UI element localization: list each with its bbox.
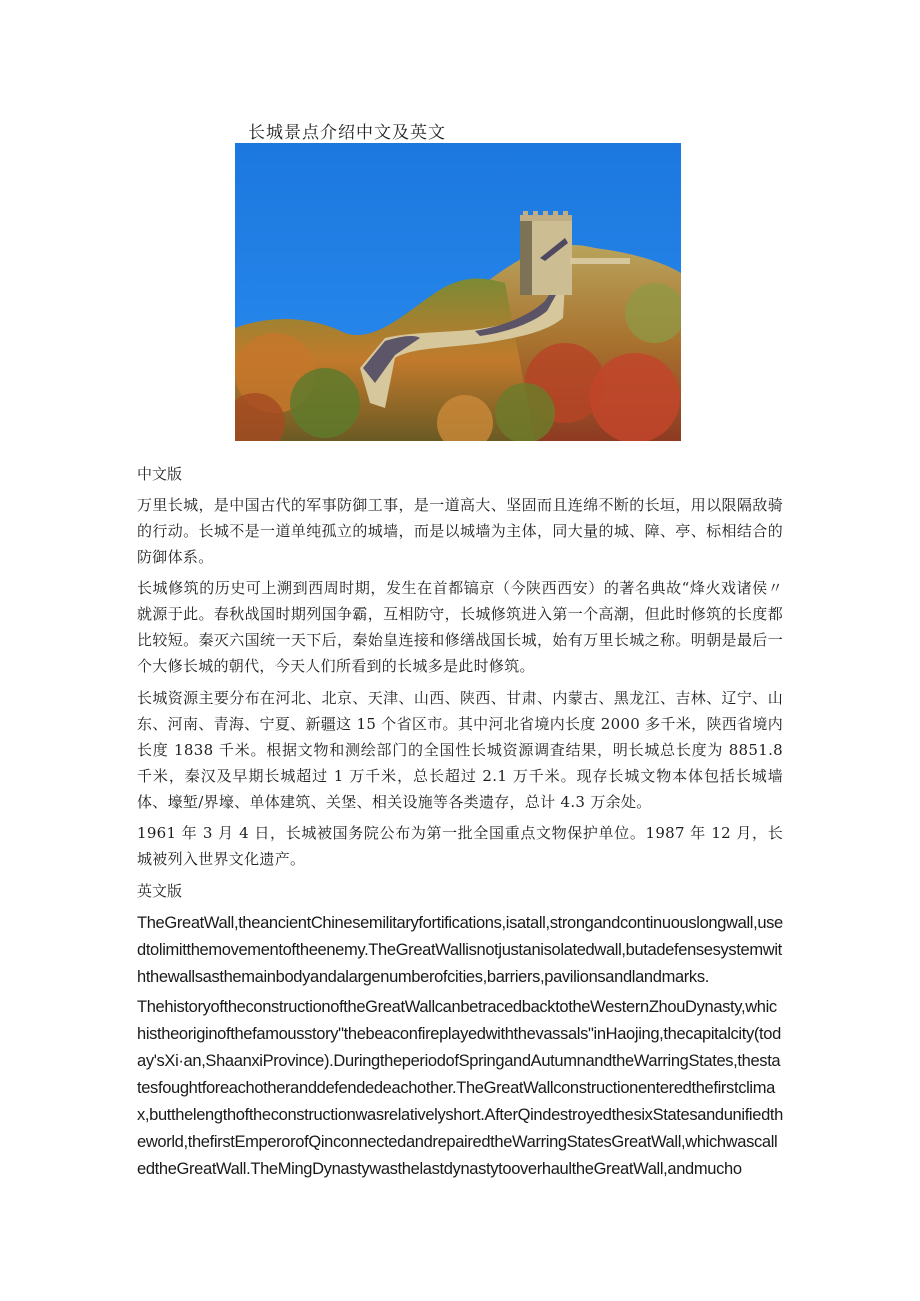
great-wall-photo — [235, 143, 681, 441]
english-paragraph-1: TheGreatWall,theancientChinesemilitaryfortifications,isatall,strongandcontinuouslongwall,usedtolimitthemovementoftheenemy.TheGreatWallisnotjustanisolatedwall,butadefensesystemwiththewallsasthemainbodyandalargenumberofcities,barriers,pavilionsandlandmarks. — [137, 914, 783, 986]
great-wall-image-icon — [235, 143, 681, 441]
chinese-paragraph-3: 长城资源主要分布在河北、北京、天津、山西、陕西、甘肃、内蒙古、黑龙江、吉林、辽宁、山东、河南、青海、宁夏、新疆这 15 个省区市。其中河北省境内长度 2000 多千米，陕西省境内长度 1838 千米。根据文物和测绘部门的全国性长城资源调査结果，明长城总长度为 8851.8 千米，秦汉及早期长城超过 1 万千米，总长超过 2.1 万千米。现存长城文物本体包括长城墙体、壕堑/界壕、单体建筑、关堡、相关设施等各类遗存，总计 4.3 万余处。 — [137, 689, 783, 811]
english-section-heading: 英文版 — [137, 882, 183, 900]
english-paragraph-2: ThehistoryoftheconstructionoftheGreatWallcanbetracedbacktotheWesternZhouDynasty,whichistheoriginofthefamousstory"thebeaconfireplayedwiththevassals"inHaojing,thecapitalcity(today'sXi·an,ShaanxiProvince).DuringtheperiodofSpringandAutumnandtheWarringStates,thestatesfoughtforeachotheranddefendedeachother.TheGreatWallconstructionenteredthefirstclimax,butthelengthoftheconstructionwasrelativelyshort.AfterQindestroyedthesixStatesandunifiedtheworld,thefirstEmperorofQinconnectedandrepairedtheWarringStatesGreatWall,whichwascalledtheGreatWall.TheMingDynastywasthelastdynastytooverhaultheGreatWall,andmucho — [137, 998, 783, 1178]
document-title: 长城景点介绍中文及英文 — [248, 123, 446, 143]
chinese-paragraph-1: 万里长城，是中国古代的军事防御工事，是一道高大、坚固而且连绵不断的长垣，用以限隔敌骑的行动。长城不是一道单纯孤立的城墙，而是以城墙为主体，同大量的城、障、亭、标相结合的防御体系。 — [137, 496, 783, 566]
chinese-section-heading: 中文版 — [137, 465, 183, 483]
chinese-paragraph-2: 长城修筑的历史可上溯到西周时期，发生在首都镐京（今陕西西安）的著名典故“烽火戏诸侯〃就源于此。春秋战国时期列国争霸，互相防守，长城修筑进入第一个高潮，但此时修筑的长度都比较短。秦灭六国统一天下后，秦始皇连接和修缮战国长城，始有万里长城之称。明朝是最后一个大修长城的朝代，今天人们所看到的长城多是此时修筑。 — [137, 579, 783, 675]
chinese-paragraph-4: 1961 年 3 月 4 日，长城被国务院公布为第一批全国重点文物保护单位。1987 年 12 月，长城被列入世界文化遗产。 — [137, 824, 783, 868]
